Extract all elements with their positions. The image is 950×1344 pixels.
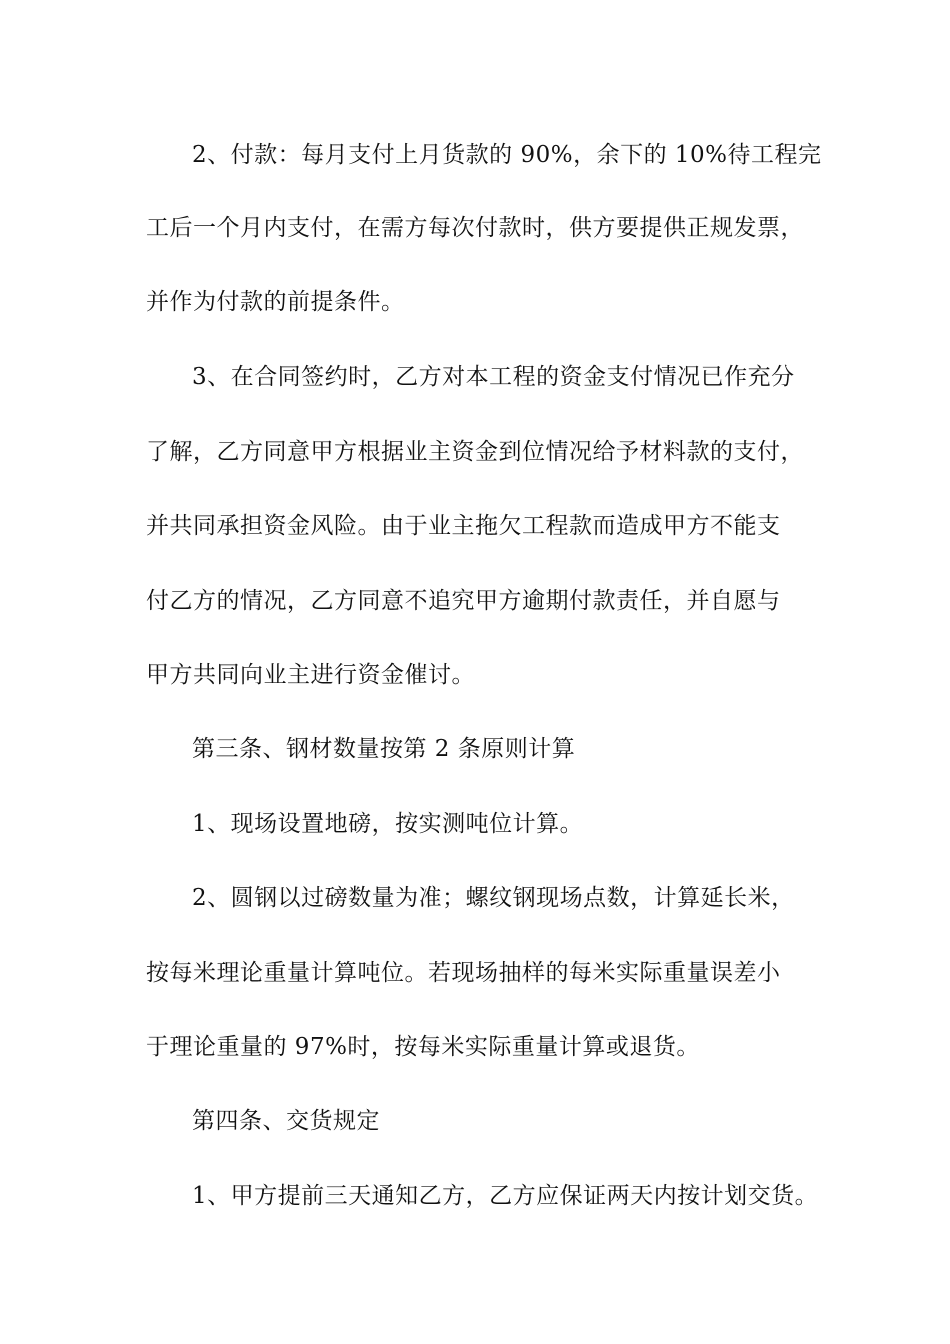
- paragraph-line: 付乙方的情况，乙方同意不追究甲方逾期付款责任，并自愿与: [146, 588, 781, 614]
- paragraph-line: 并作为付款的前提条件。: [146, 289, 405, 315]
- paragraph-line: 1、现场设置地磅，按实测吨位计算。: [192, 811, 584, 837]
- paragraph-line: 甲方共同向业主进行资金催讨。: [146, 662, 475, 688]
- paragraph-line: 了解，乙方同意甲方根据业主资金到位情况给予材料款的支付，: [146, 439, 804, 465]
- paragraph-line: 按每米理论重量计算吨位。若现场抽样的每米实际重量误差小: [146, 960, 781, 986]
- paragraph-line: 3、在合同签约时，乙方对本工程的资金支付情况已作充分: [192, 364, 795, 390]
- paragraph-line: 2、圆钢以过磅数量为准；螺纹钢现场点数，计算延长米，: [192, 885, 795, 911]
- paragraph-line: 2、付款：每月支付上月货款的 90%，余下的 10%待工程完: [192, 142, 822, 168]
- section-heading: 第三条、钢材数量按第 2 条原则计算: [192, 736, 576, 762]
- paragraph-line: 1、甲方提前三天通知乙方，乙方应保证两天内按计划交货。: [192, 1183, 819, 1209]
- paragraph-line: 并共同承担资金风险。由于业主拖欠工程款而造成甲方不能支: [146, 513, 781, 539]
- paragraph-line: 工后一个月内支付，在需方每次付款时，供方要提供正规发票，: [146, 215, 804, 241]
- paragraph-line: 于理论重量的 97%时，按每米实际重量计算或退货。: [146, 1034, 700, 1060]
- section-heading: 第四条、交货规定: [192, 1108, 380, 1134]
